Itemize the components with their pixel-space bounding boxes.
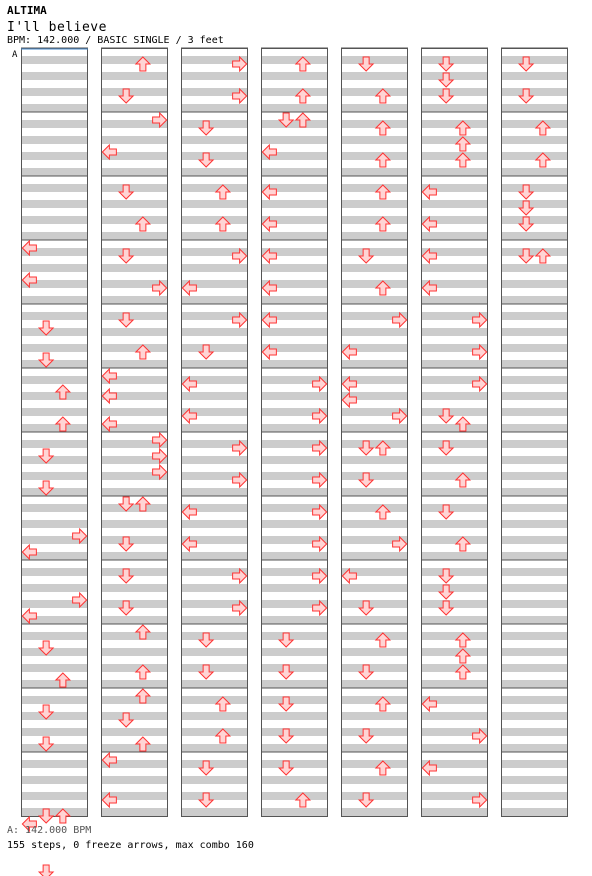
- beat-stripe: [501, 376, 568, 384]
- chart-info: BPM: 142.000 / BASIC SINGLE / 3 feet: [7, 35, 224, 46]
- beat-stripe: [501, 232, 568, 240]
- beat-stripe: [181, 152, 248, 160]
- beat-stripe: [341, 280, 408, 288]
- beat-stripe: [101, 408, 168, 416]
- beat-stripe: [421, 712, 488, 720]
- beat-stripe: [501, 696, 568, 704]
- beat-stripe: [341, 472, 408, 480]
- beat-stripe: [101, 728, 168, 736]
- beat-stripe: [501, 728, 568, 736]
- beat-stripe: [501, 504, 568, 512]
- beat-stripe: [501, 168, 568, 176]
- beat-stripe: [261, 520, 328, 528]
- beat-stripe: [261, 360, 328, 368]
- beat-stripe: [341, 168, 408, 176]
- beat-stripe: [181, 808, 248, 816]
- beat-stripe: [21, 376, 88, 384]
- beat-stripe: [421, 392, 488, 400]
- beat-stripe: [261, 728, 328, 736]
- beat-stripe: [421, 440, 488, 448]
- beat-stripe: [341, 264, 408, 272]
- beat-stripe: [21, 296, 88, 304]
- beat-stripe: [101, 264, 168, 272]
- beat-stripe: [101, 664, 168, 672]
- beat-stripe: [181, 792, 248, 800]
- beat-stripe: [181, 760, 248, 768]
- beat-stripe: [421, 536, 488, 544]
- beat-stripe: [501, 344, 568, 352]
- beat-stripe: [341, 648, 408, 656]
- beat-stripe: [421, 568, 488, 576]
- beat-stripe: [261, 88, 328, 96]
- beat-stripe: [341, 552, 408, 560]
- beat-stripe: [501, 520, 568, 528]
- beat-stripe: [261, 696, 328, 704]
- beat-stripe: [101, 56, 168, 64]
- beat-stripe: [261, 424, 328, 432]
- beat-stripe: [341, 680, 408, 688]
- beat-stripe: [421, 776, 488, 784]
- beat-stripe: [181, 344, 248, 352]
- beat-stripe: [101, 248, 168, 256]
- beat-stripe: [101, 88, 168, 96]
- beat-stripe: [21, 200, 88, 208]
- beat-stripe: [341, 424, 408, 432]
- artist-name: ALTIMA: [7, 4, 47, 17]
- beat-stripe: [101, 552, 168, 560]
- beat-stripe: [421, 552, 488, 560]
- beat-stripe: [421, 648, 488, 656]
- beat-stripe: [501, 584, 568, 592]
- beat-stripe: [101, 616, 168, 624]
- beat-stripe: [501, 360, 568, 368]
- beat-stripe: [341, 760, 408, 768]
- beat-stripe: [101, 808, 168, 816]
- beat-stripe: [101, 568, 168, 576]
- beat-stripe: [501, 104, 568, 112]
- beat-stripe: [261, 776, 328, 784]
- beat-stripe: [341, 72, 408, 80]
- beat-stripe: [421, 120, 488, 128]
- beat-stripe: [421, 424, 488, 432]
- beat-stripe: [421, 104, 488, 112]
- beat-stripe: [181, 120, 248, 128]
- beat-stripe: [261, 264, 328, 272]
- beat-stripe: [501, 248, 568, 256]
- beat-stripe: [421, 664, 488, 672]
- beat-stripe: [421, 296, 488, 304]
- beat-stripe: [421, 488, 488, 496]
- beat-stripe: [261, 296, 328, 304]
- beat-stripe: [21, 776, 88, 784]
- beat-stripe: [261, 232, 328, 240]
- beat-stripe: [101, 632, 168, 640]
- beat-stripe: [21, 328, 88, 336]
- beat-stripe: [101, 200, 168, 208]
- down-arrow-icon: [39, 865, 53, 876]
- beat-stripe: [421, 72, 488, 80]
- beat-stripe: [341, 184, 408, 192]
- beat-stripe: [21, 264, 88, 272]
- beat-stripe: [341, 120, 408, 128]
- beat-stripe: [261, 120, 328, 128]
- beat-stripe: [501, 136, 568, 144]
- beat-stripe: [421, 600, 488, 608]
- beat-stripe: [181, 680, 248, 688]
- beat-stripe: [261, 808, 328, 816]
- left-arrow-icon: [102, 389, 116, 403]
- beat-stripe: [181, 104, 248, 112]
- beat-stripe: [101, 216, 168, 224]
- beat-stripe: [501, 296, 568, 304]
- beat-stripe: [341, 504, 408, 512]
- beat-stripe: [101, 136, 168, 144]
- beat-stripe: [341, 600, 408, 608]
- beat-stripe: [341, 728, 408, 736]
- beat-stripe: [181, 216, 248, 224]
- beat-stripe: [341, 712, 408, 720]
- beat-stripe: [101, 504, 168, 512]
- beat-stripe: [501, 536, 568, 544]
- beat-stripe: [421, 632, 488, 640]
- beat-stripe: [501, 424, 568, 432]
- beat-stripe: [341, 56, 408, 64]
- beat-stripe: [21, 360, 88, 368]
- beat-stripe: [21, 808, 88, 816]
- beat-stripe: [261, 72, 328, 80]
- beat-stripe: [21, 568, 88, 576]
- beat-stripe: [501, 568, 568, 576]
- beat-stripe: [181, 744, 248, 752]
- beat-stripe: [21, 488, 88, 496]
- beat-stripe: [21, 696, 88, 704]
- beat-stripe: [261, 648, 328, 656]
- beat-stripe: [501, 600, 568, 608]
- beat-stripe: [21, 312, 88, 320]
- beat-stripe: [21, 424, 88, 432]
- beat-stripe: [101, 520, 168, 528]
- beat-stripe: [181, 264, 248, 272]
- section-label: A: [12, 50, 18, 60]
- beat-stripe: [421, 152, 488, 160]
- beat-stripe: [421, 472, 488, 480]
- beat-stripe: [261, 616, 328, 624]
- beat-stripe: [21, 56, 88, 64]
- beat-stripe: [341, 296, 408, 304]
- beat-stripe: [501, 664, 568, 672]
- beat-stripe: [501, 280, 568, 288]
- beat-stripe: [421, 264, 488, 272]
- beat-stripe: [341, 584, 408, 592]
- beat-stripe: [181, 584, 248, 592]
- beat-stripe: [341, 328, 408, 336]
- beat-stripe: [261, 136, 328, 144]
- beat-stripe: [101, 168, 168, 176]
- beat-stripe: [181, 392, 248, 400]
- beat-stripe: [21, 184, 88, 192]
- beat-stripe: [21, 680, 88, 688]
- beat-stripe: [21, 664, 88, 672]
- beat-stripe: [501, 472, 568, 480]
- beat-stripe: [421, 232, 488, 240]
- beat-stripe: [501, 680, 568, 688]
- song-title: I'll believe: [7, 20, 107, 35]
- beat-stripe: [501, 632, 568, 640]
- beat-stripe: [21, 456, 88, 464]
- beat-stripe: [261, 792, 328, 800]
- beat-stripe: [21, 344, 88, 352]
- beat-stripe: [21, 472, 88, 480]
- beat-stripe: [21, 104, 88, 112]
- beat-stripe: [101, 312, 168, 320]
- beat-stripe: [341, 152, 408, 160]
- beat-stripe: [341, 744, 408, 752]
- beat-stripe: [181, 776, 248, 784]
- beat-stripe: [261, 584, 328, 592]
- beat-stripe: [181, 424, 248, 432]
- beat-stripe: [181, 552, 248, 560]
- beat-stripe: [261, 168, 328, 176]
- beat-stripe: [261, 328, 328, 336]
- beat-stripe: [261, 392, 328, 400]
- beat-stripe: [501, 328, 568, 336]
- beat-stripe: [261, 712, 328, 720]
- beat-stripe: [261, 200, 328, 208]
- beat-stripe: [181, 296, 248, 304]
- beat-stripe: [181, 456, 248, 464]
- beat-stripe: [21, 744, 88, 752]
- beat-stripe: [101, 648, 168, 656]
- beat-stripe: [101, 536, 168, 544]
- beat-stripe: [21, 792, 88, 800]
- beat-stripe: [421, 408, 488, 416]
- beat-stripe: [341, 232, 408, 240]
- beat-stripe: [501, 392, 568, 400]
- beat-stripe: [21, 504, 88, 512]
- beat-stripe: [261, 104, 328, 112]
- beat-stripe: [21, 712, 88, 720]
- beat-stripe: [421, 136, 488, 144]
- beat-stripe: [101, 744, 168, 752]
- beat-stripe: [101, 600, 168, 608]
- beat-stripe: [341, 616, 408, 624]
- beat-stripe: [421, 504, 488, 512]
- beat-stripe: [421, 360, 488, 368]
- beat-stripe: [21, 232, 88, 240]
- beat-stripe: [21, 760, 88, 768]
- beat-stripe: [261, 632, 328, 640]
- beat-stripe: [261, 456, 328, 464]
- beat-stripe: [341, 104, 408, 112]
- beat-stripe: [501, 776, 568, 784]
- beat-stripe: [101, 232, 168, 240]
- beat-stripe: [181, 72, 248, 80]
- beat-stripe: [21, 728, 88, 736]
- beat-stripe: [421, 456, 488, 464]
- beat-stripe: [101, 584, 168, 592]
- beat-stripe: [181, 712, 248, 720]
- beat-stripe: [21, 392, 88, 400]
- beat-stripe: [501, 456, 568, 464]
- beat-stripe: [421, 744, 488, 752]
- beat-stripe: [341, 88, 408, 96]
- beat-stripe: [341, 360, 408, 368]
- beat-stripe: [261, 488, 328, 496]
- beat-stripe: [421, 88, 488, 96]
- beat-stripe: [261, 744, 328, 752]
- beat-stripe: [421, 616, 488, 624]
- beat-stripe: [501, 72, 568, 80]
- beat-stripe: [421, 56, 488, 64]
- beat-stripe: [501, 488, 568, 496]
- beat-stripe: [501, 552, 568, 560]
- beat-stripe: [21, 520, 88, 528]
- beat-stripe: [421, 168, 488, 176]
- beat-stripe: [501, 808, 568, 816]
- beat-stripe: [341, 632, 408, 640]
- beat-stripe: [101, 360, 168, 368]
- beat-stripe: [101, 184, 168, 192]
- beat-stripe: [181, 328, 248, 336]
- beat-stripe: [501, 56, 568, 64]
- beat-stripe: [181, 200, 248, 208]
- beat-stripe: [501, 792, 568, 800]
- beat-stripe: [101, 344, 168, 352]
- beat-stripe: [501, 200, 568, 208]
- beat-stripe: [181, 664, 248, 672]
- beat-stripe: [341, 776, 408, 784]
- beat-stripe: [101, 72, 168, 80]
- beat-stripe: [501, 648, 568, 656]
- beat-stripe: [181, 728, 248, 736]
- beat-stripe: [181, 136, 248, 144]
- beat-stripe: [501, 120, 568, 128]
- beat-stripe: [181, 696, 248, 704]
- beat-stripe: [181, 520, 248, 528]
- beat-stripe: [181, 632, 248, 640]
- beat-stripe: [501, 312, 568, 320]
- beat-stripe: [101, 696, 168, 704]
- beat-stripe: [21, 440, 88, 448]
- beat-stripe: [181, 648, 248, 656]
- beat-stripe: [501, 184, 568, 192]
- beat-stripe: [341, 136, 408, 144]
- beat-stripe: [21, 168, 88, 176]
- beat-stripe: [501, 616, 568, 624]
- beat-stripe: [21, 120, 88, 128]
- beat-stripe: [341, 520, 408, 528]
- beat-stripe: [21, 136, 88, 144]
- beat-stripe: [341, 248, 408, 256]
- beat-stripe: [181, 232, 248, 240]
- beat-stripe: [181, 184, 248, 192]
- beat-stripe: [501, 744, 568, 752]
- beat-stripe: [341, 456, 408, 464]
- beat-stripe: [501, 152, 568, 160]
- beat-stripe: [181, 168, 248, 176]
- beat-stripe: [21, 216, 88, 224]
- beat-stripe: [501, 440, 568, 448]
- beat-stripe: [101, 488, 168, 496]
- beat-stripe: [421, 680, 488, 688]
- beat-stripe: [101, 680, 168, 688]
- bpm-legend: A: 142.000 BPM: [7, 825, 92, 836]
- beat-stripe: [101, 712, 168, 720]
- beat-stripe: [341, 808, 408, 816]
- chart-stats: 155 steps, 0 freeze arrows, max combo 160: [7, 840, 254, 851]
- beat-stripe: [501, 264, 568, 272]
- beat-stripe: [21, 88, 88, 96]
- beat-stripe: [341, 664, 408, 672]
- beat-stripe: [21, 152, 88, 160]
- beat-stripe: [261, 680, 328, 688]
- beat-stripe: [21, 408, 88, 416]
- beat-stripe: [181, 488, 248, 496]
- beat-stripe: [21, 648, 88, 656]
- beat-stripe: [261, 760, 328, 768]
- beat-stripe: [421, 328, 488, 336]
- beat-stripe: [421, 808, 488, 816]
- beat-stripe: [101, 104, 168, 112]
- beat-stripe: [341, 216, 408, 224]
- beat-stripe: [421, 200, 488, 208]
- beat-stripe: [341, 792, 408, 800]
- beat-stripe: [421, 584, 488, 592]
- beat-stripe: [501, 712, 568, 720]
- beat-stripe: [501, 216, 568, 224]
- beat-stripe: [181, 616, 248, 624]
- beat-stripe: [21, 632, 88, 640]
- beat-stripe: [101, 296, 168, 304]
- beat-stripe: [21, 584, 88, 592]
- beat-stripe: [341, 440, 408, 448]
- beat-stripe: [341, 200, 408, 208]
- beat-stripe: [261, 664, 328, 672]
- beat-stripe: [341, 488, 408, 496]
- beat-stripe: [261, 552, 328, 560]
- beat-stripe: [101, 328, 168, 336]
- beat-stripe: [181, 360, 248, 368]
- beat-stripe: [501, 760, 568, 768]
- beat-stripe: [501, 88, 568, 96]
- beat-stripe: [421, 520, 488, 528]
- beat-stripe: [501, 408, 568, 416]
- beat-stripe: [21, 72, 88, 80]
- beat-stripe: [341, 696, 408, 704]
- beat-stripe: [261, 56, 328, 64]
- beat-stripe: [101, 776, 168, 784]
